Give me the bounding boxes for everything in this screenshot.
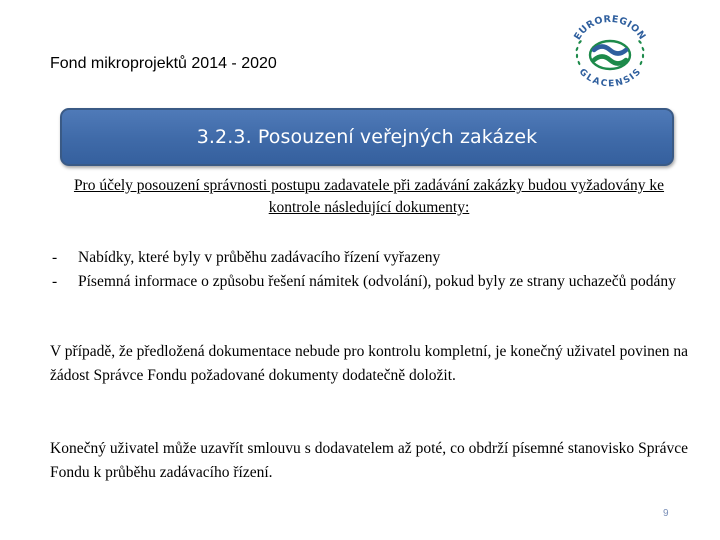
list-bullet: - — [52, 249, 58, 266]
logo-bottom-text: GLACENSIS — [576, 67, 644, 90]
section-title: 3.2.3. Posouzení veřejných zakázek — [196, 126, 538, 148]
paragraph-incomplete-docs: V případě, že předložená dokumentace nebude pro kontrolu kompletní, je konečný uživatel povinen na žádost Správce Fondu požadované dokumenty dodatečně doložit. — [50, 343, 689, 384]
svg-text:GLACENSIS — [577, 67, 643, 89]
list-item-text: Nabídky, které byly v průběhu zadávacího řízení vyřazeny — [78, 249, 441, 266]
intro-text: Pro účely posouzení správnosti postupu zadavatele při zadávání zakázky budou vyžadovány ke kontrole následující dokumenty: — [73, 177, 665, 216]
svg-text:EUROREGION — [572, 14, 648, 42]
required-documents-list — [52, 246, 688, 294]
page-number: 9 — [663, 508, 669, 519]
list-bullet: - — [52, 273, 58, 290]
list-item-text: Písemná informace o způsobu řešení námitek (odvolání), pokud byly ze strany uchazečů podány — [78, 273, 676, 290]
list-item — [52, 246, 688, 270]
paragraph-contract-conclusion: Konečný uživatel může uzavřít smlouvu s dodavatelem až poté, co obdrží písemné stanovisko Správce Fondu k průběhu zadávacího řízení. — [50, 440, 688, 481]
logo-emblem — [590, 41, 630, 69]
logo-top-text: EUROREGION — [572, 13, 648, 43]
euroregion-glacensis-logo — [566, 12, 654, 90]
list-item — [52, 270, 688, 294]
header-title: Fond mikroprojektů 2014 - 2020 — [50, 55, 277, 72]
section-banner — [60, 108, 674, 166]
